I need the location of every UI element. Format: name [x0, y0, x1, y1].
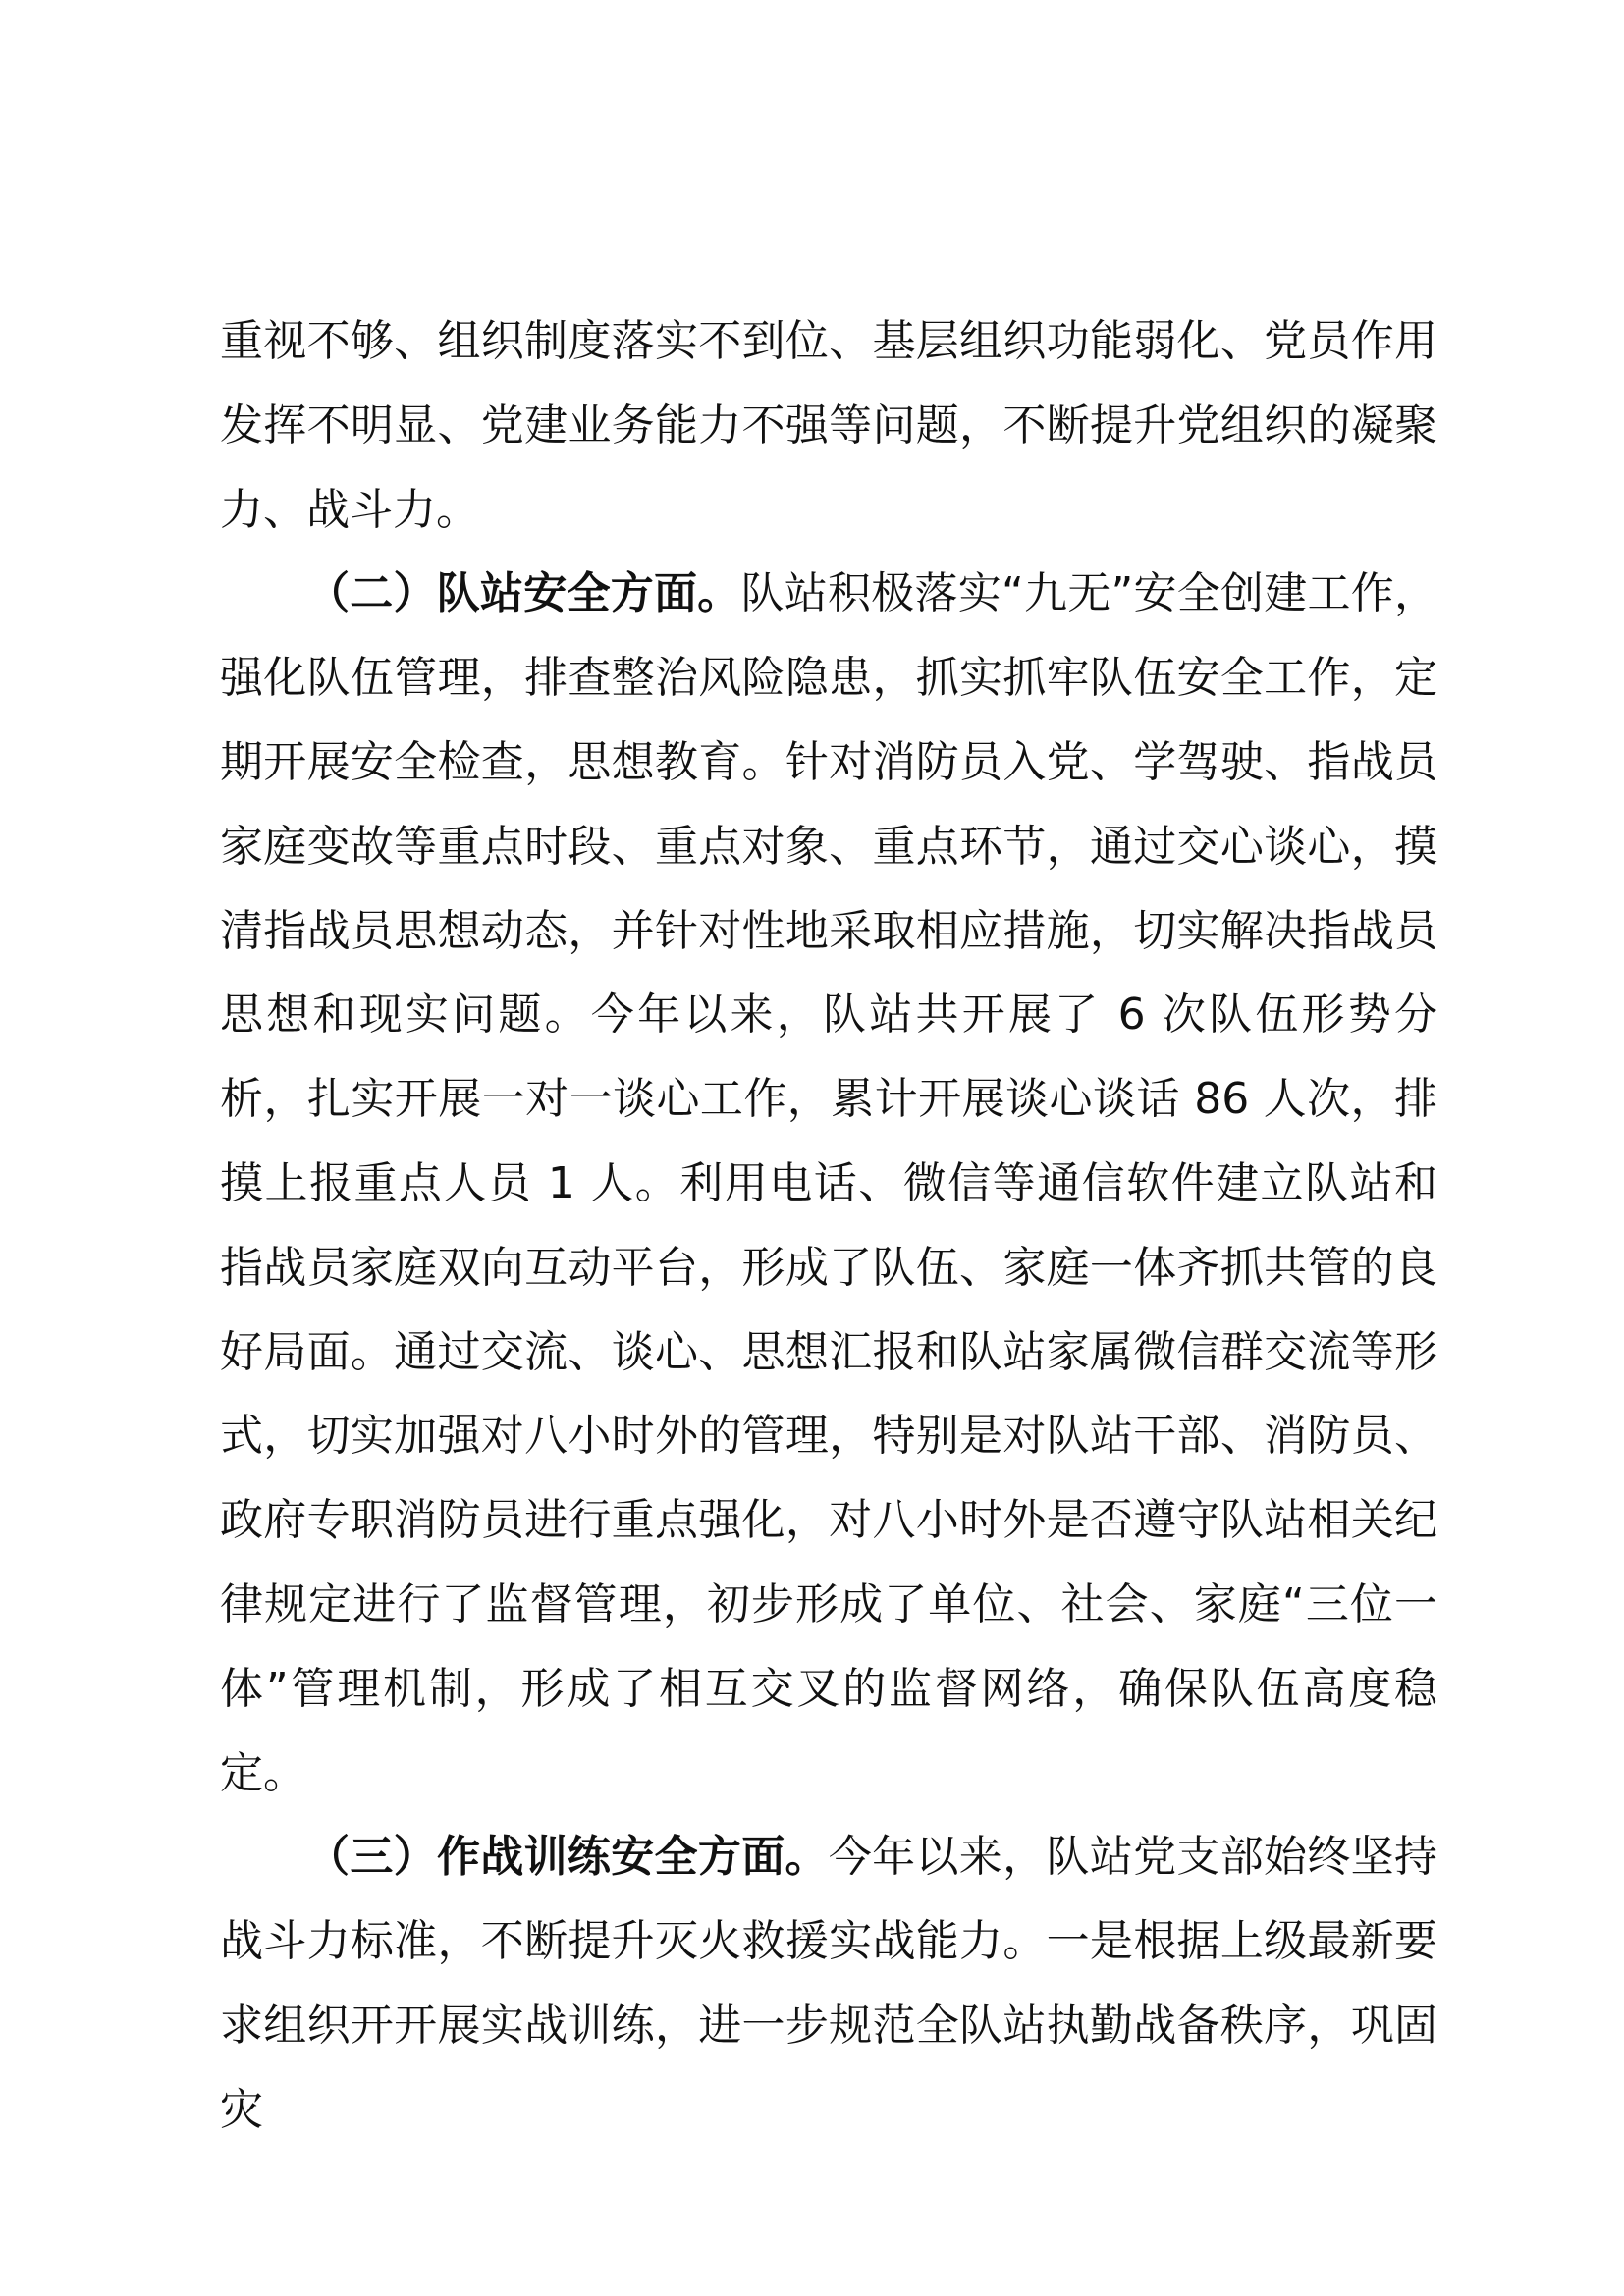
- paragraph-combat-training-safety: [220, 1815, 1437, 2152]
- paragraph-text: 重视不够、组织制度落实不到位、基层组织功能弱化、党员作用发挥不明显、党建业务能力不强等问题，不断提升党组织的凝聚力、战斗力。: [220, 316, 1437, 535]
- paragraph-continuation: [220, 299, 1437, 552]
- document-body: [220, 299, 1437, 2153]
- paragraph-text: 队站积极落实“九无”安全创建工作，强化队伍管理，排查整治风险隐患，抓实抓牢队伍安全工作，定期开展安全检查，思想教育。针对消防员入党、学驾驶、指战员家庭变故等重点时段、重点对象、重点环节，通过交心谈心，摸清指战员思想动态，并针对性地采取相应措施，切实解决指战员思想和现实问题。今年以来，队站共开展了 6 次队伍形势分析，扎实开展一对一谈心工作，累计开展谈心谈话 86 人次，排摸上报重点人员 1 人。利用电话、微信等通信软件建立队站和指战员家庭双向互动平台，形成了队伍、家庭一体齐抓共管的良好局面。通过交流、谈心、思想汇报和队站家属微信群交流等形式，切实加强对八小时外的管理，特别是对队站干部、消防员、政府专职消防员进行重点强化，对八小时外是否遵守队站相关纪律规定进行了监督管理，初步形成了单位、社会、家庭“三位一体”管理机制，形成了相互交叉的监督网络，确保队伍高度稳定。: [220, 568, 1437, 1798]
- section-heading-combat-training-safety: （三）作战训练安全方面。: [306, 1832, 829, 1883]
- paragraph-team-station-safety: [220, 552, 1437, 1815]
- section-heading-team-station-safety: （二）队站安全方面。: [306, 568, 741, 619]
- paragraph-text: 今年以来，队站党支部始终坚持战斗力标准，不断提升灭火救援实战能力。一是根据上级最新要求组织开开展实战训练，进一步规范全队站执勤战备秩序，巩固灾: [220, 1832, 1438, 2135]
